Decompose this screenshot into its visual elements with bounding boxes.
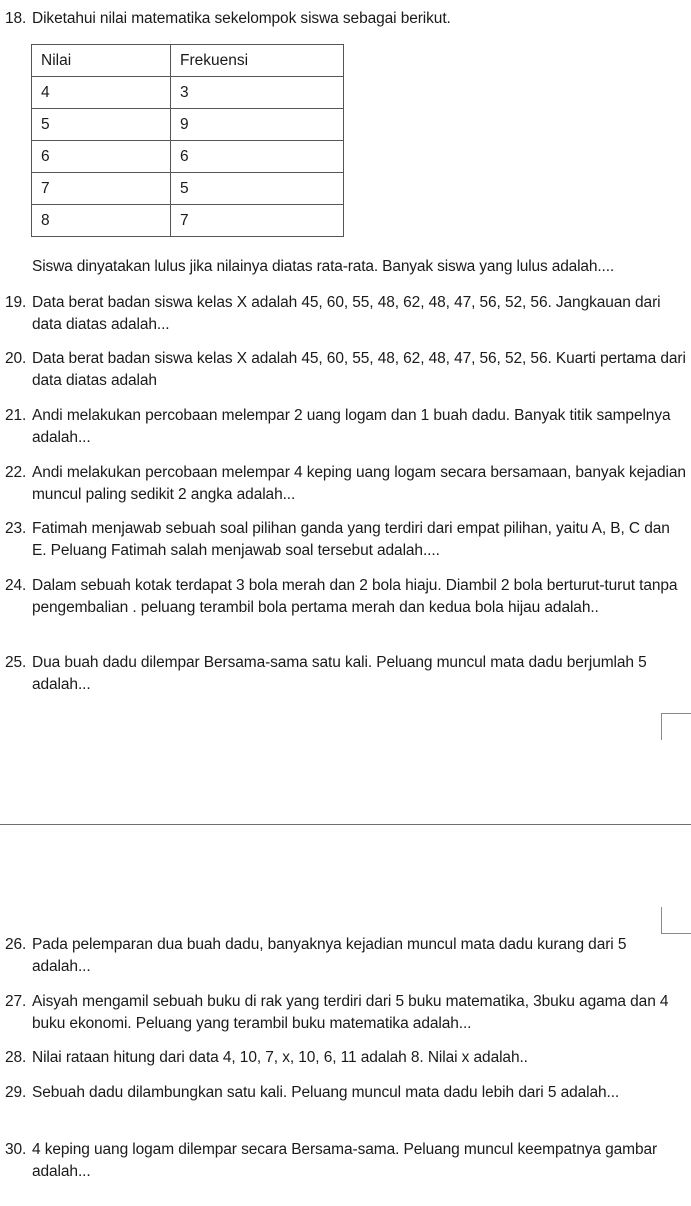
question-25 [0, 652, 686, 696]
frequency-table [31, 44, 344, 237]
question-text: Andi melakukan percobaan melempar 2 uang logam dan 1 buah dadu. Banyak titik sampelnya adalah... [32, 407, 671, 446]
table-row [32, 173, 344, 205]
question-30 [0, 1139, 686, 1183]
question-text: Andi melakukan percobaan melempar 4 keping uang logam secara bersamaan, banyak kejadian muncul paling sedikit 2 angka adalah... [32, 464, 686, 503]
table-cell-frekuensi: 5 [171, 173, 344, 205]
table-row [32, 77, 344, 109]
question-number: 24. [5, 577, 27, 594]
page-corner-mark [661, 713, 691, 740]
table-header-nilai: Nilai [32, 45, 171, 77]
question-number: 25. [5, 654, 27, 671]
table-cell-nilai: 6 [32, 141, 171, 173]
question-number: 22. [5, 464, 27, 481]
question-number: 21. [5, 407, 27, 424]
table-cell-frekuensi: 7 [171, 205, 344, 237]
table-cell-nilai: 5 [32, 109, 171, 141]
table-row [32, 141, 344, 173]
page-break-divider [0, 824, 691, 825]
table-cell-frekuensi: 3 [171, 77, 344, 109]
question-text: Nilai rataan hitung dari data 4, 10, 7, x, 10, 6, 11 adalah 8. Nilai x adalah.. [32, 1049, 528, 1066]
question-text: Dua buah dadu dilempar Bersama-sama satu kali. Peluang muncul mata dadu berjumlah 5 adalah... [32, 654, 647, 693]
question-text: 4 keping uang logam dilempar secara Bersama-sama. Peluang muncul keempatnya gambar adalah... [32, 1141, 658, 1180]
table-header-frekuensi: Frekuensi [171, 45, 344, 77]
question-text: Data berat badan siswa kelas X adalah 45, 60, 55, 48, 62, 48, 47, 56, 52, 56. Kuarti pertama dari data diatas adalah [32, 350, 686, 389]
question-number: 18. [5, 10, 27, 27]
table-row [32, 109, 344, 141]
question-28 [0, 1047, 686, 1069]
question-number: 19. [5, 294, 27, 311]
question-27 [0, 991, 686, 1035]
table-row [32, 205, 344, 237]
table-header-row [32, 45, 344, 77]
question-text: Dalam sebuah kotak terdapat 3 bola merah dan 2 bola hiaju. Diambil 2 bola berturut-turut tanpa pengembalian . peluang terambil bola pertama merah dan kedua bola hijau adalah.. [32, 577, 678, 616]
question-20 [0, 348, 686, 392]
question-21 [0, 405, 686, 449]
question-text: Aisyah mengamil sebuah buku di rak yang terdiri dari 5 buku matematika, 3buku agama dan 4 buku ekonomi. Peluang yang terambil buku matematika adalah... [32, 993, 669, 1032]
question-number: 23. [5, 520, 27, 537]
table-note: Siswa dinyatakan lulus jika nilainya diatas rata-rata. Banyak siswa yang lulus adalah.... [32, 258, 615, 275]
question-23 [0, 518, 686, 562]
question-29 [0, 1082, 686, 1104]
table-cell-frekuensi: 9 [171, 109, 344, 141]
question-number: 26. [5, 936, 27, 953]
table-cell-frekuensi: 6 [171, 141, 344, 173]
table-cell-nilai: 7 [32, 173, 171, 205]
question-number: 27. [5, 993, 27, 1010]
table-cell-nilai: 8 [32, 205, 171, 237]
question-text: Fatimah menjawab sebuah soal pilihan ganda yang terdiri dari empat pilihan, yaitu A, B, C dan E. Peluang Fatimah salah menjawab soal tersebut adalah.... [32, 520, 670, 559]
question-number: 29. [5, 1084, 27, 1101]
question-text: Data berat badan siswa kelas X adalah 45, 60, 55, 48, 62, 48, 47, 56, 52, 56. Jangkauan dari data diatas adalah... [32, 294, 661, 333]
question-text: Diketahui nilai matematika sekelompok siswa sebagai berikut. [32, 10, 451, 27]
question-text: Sebuah dadu dilambungkan satu kali. Peluang muncul mata dadu lebih dari 5 adalah... [32, 1084, 620, 1101]
question-text: Pada pelemparan dua buah dadu, banyaknya kejadian muncul mata dadu kurang dari 5 adalah... [32, 936, 627, 975]
question-number: 30. [5, 1141, 27, 1158]
question-22 [0, 462, 686, 506]
question-24 [0, 575, 686, 619]
table-cell-nilai: 4 [32, 77, 171, 109]
question-number: 28. [5, 1049, 27, 1066]
page-corner-mark [661, 907, 691, 934]
question-number: 20. [5, 350, 27, 367]
question-19 [0, 292, 686, 336]
question-26 [0, 934, 686, 978]
question-18 [0, 8, 686, 30]
